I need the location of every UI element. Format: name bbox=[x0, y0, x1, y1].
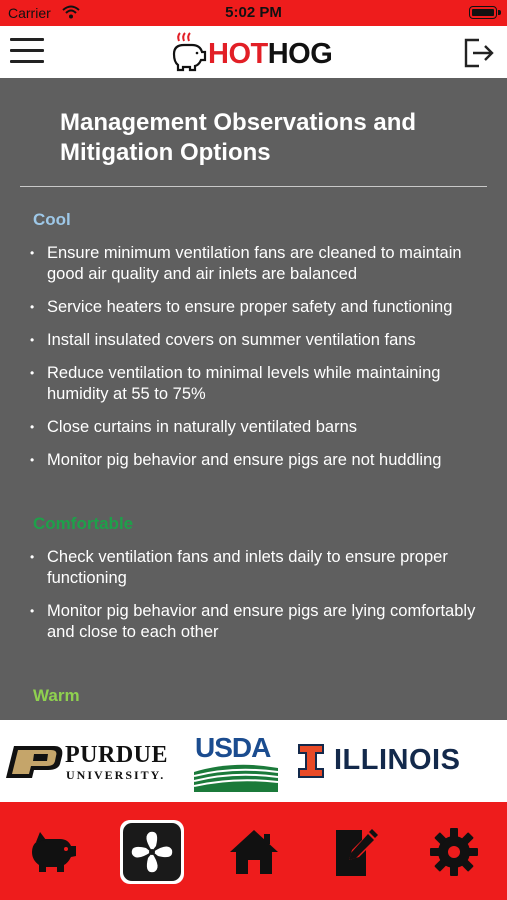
usda-logo bbox=[192, 732, 282, 792]
purdue-p-icon bbox=[4, 744, 64, 780]
hothog-logo bbox=[170, 28, 340, 74]
status-bar bbox=[0, 0, 507, 26]
tab-notes[interactable] bbox=[322, 820, 386, 884]
bottom-tab-bar bbox=[0, 802, 507, 900]
menu-icon[interactable] bbox=[10, 38, 44, 66]
title-divider bbox=[20, 186, 487, 187]
purdue-name: PURDUE bbox=[65, 742, 168, 768]
logo-hog: HOG bbox=[267, 38, 333, 70]
purdue-sub: UNIVERSITY. bbox=[66, 768, 166, 782]
list-item: • Reduce ventilation to minimal levels while maintaining humidity at 55 to 75% bbox=[30, 363, 495, 405]
section-heading-cool: Cool bbox=[33, 210, 71, 229]
list-item: • Service heaters to ensure proper safety and functioning bbox=[30, 297, 495, 318]
comfortable-options-list bbox=[30, 547, 495, 655]
home-icon bbox=[222, 820, 286, 884]
illinois-logo bbox=[296, 742, 496, 782]
logout-icon[interactable] bbox=[461, 36, 495, 70]
list-item: • Ensure minimum ventilation fans are cleaned to maintain good air quality and air inlets are balanced bbox=[30, 243, 495, 285]
list-item: • Monitor pig behavior and ensure pigs are not huddling bbox=[30, 450, 495, 471]
gear-icon bbox=[422, 820, 486, 884]
usda-name: USDA bbox=[195, 732, 271, 763]
pig-logo-icon bbox=[170, 32, 208, 72]
fan-icon bbox=[120, 820, 184, 884]
partner-logos bbox=[0, 720, 507, 802]
status-time: 5:02 PM bbox=[225, 4, 282, 21]
section-heading-comfortable: Comfortable bbox=[33, 514, 134, 533]
illinois-block-i-icon bbox=[298, 744, 324, 778]
tab-fan[interactable] bbox=[120, 820, 184, 884]
tab-settings[interactable] bbox=[422, 820, 486, 884]
logo-hot: HOT bbox=[208, 38, 268, 70]
cool-options-list bbox=[30, 243, 495, 483]
page-title: Management Observations and Mitigation Options bbox=[60, 109, 417, 166]
edit-note-icon bbox=[322, 820, 386, 884]
section-heading-warm: Warm bbox=[33, 686, 80, 705]
tab-home[interactable] bbox=[222, 820, 286, 884]
battery-tip bbox=[498, 10, 501, 15]
illinois-name: ILLINOIS bbox=[334, 744, 461, 776]
logo-text bbox=[208, 38, 332, 71]
tab-pig[interactable] bbox=[22, 820, 86, 884]
app-header bbox=[0, 26, 507, 80]
list-item: • Close curtains in naturally ventilated barns bbox=[30, 417, 495, 438]
list-item: • Monitor pig behavior and ensure pigs are lying comfortably and close to each other bbox=[30, 601, 495, 643]
battery-icon bbox=[469, 6, 497, 19]
list-item: • Install insulated covers on summer ventilation fans bbox=[30, 330, 495, 351]
observations-content[interactable] bbox=[0, 80, 507, 720]
purdue-logo bbox=[0, 742, 175, 782]
usda-field-icon bbox=[194, 762, 278, 792]
list-item: • Check ventilation fans and inlets daily to ensure proper functioning bbox=[30, 547, 495, 589]
carrier-label: Carrier bbox=[8, 5, 51, 21]
pig-icon bbox=[22, 820, 86, 884]
